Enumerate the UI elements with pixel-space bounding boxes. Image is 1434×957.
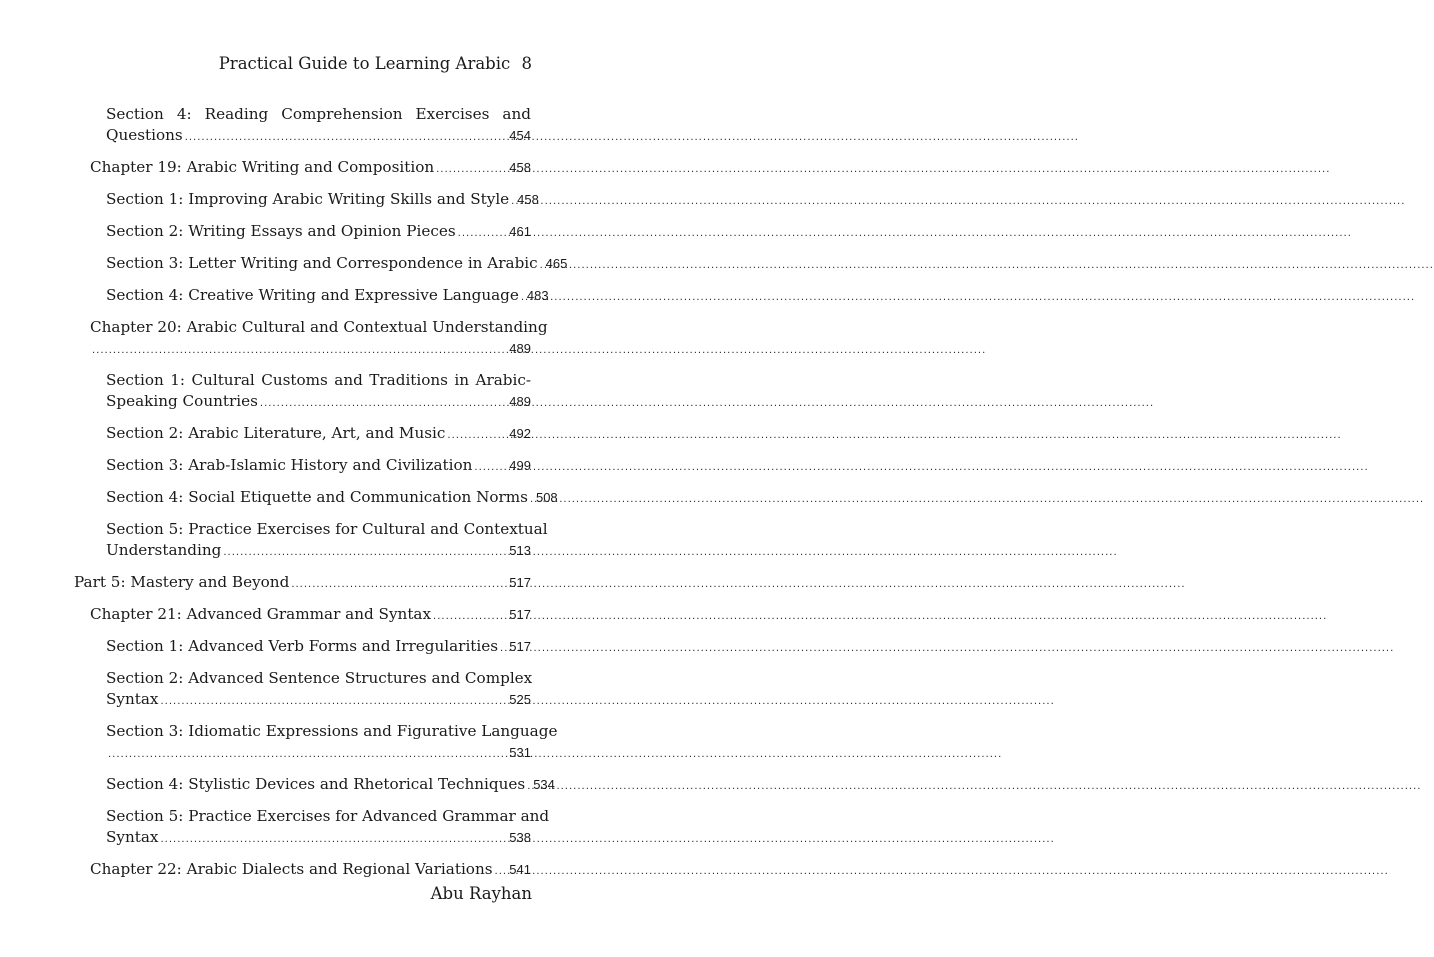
toc-entry[interactable] xyxy=(106,370,531,414)
toc-entry-page-number: 531 xyxy=(509,745,531,760)
toc-entry-title: Chapter 19: Arabic Writing and Composition xyxy=(90,158,435,176)
toc-entry-page-number: 525 xyxy=(509,692,531,707)
toc-entry-title: Section 2: Writing Essays and Opinion Pieces xyxy=(106,222,456,240)
toc-entry-page-number: 538 xyxy=(509,830,531,845)
toc-entry-title-line: Section 3: Idiomatic Expressions and Figurative Language xyxy=(106,722,558,740)
dot-leader xyxy=(458,223,508,244)
toc-entry[interactable] xyxy=(106,455,531,478)
toc-entry[interactable] xyxy=(106,519,548,563)
toc-entry[interactable] xyxy=(106,774,555,797)
toc-entry-page-number: 513 xyxy=(509,543,531,558)
toc-entry-title-line: Section 4: Reading Comprehension Exercises and xyxy=(106,105,531,123)
dot-leader xyxy=(530,489,534,510)
dot-leader xyxy=(223,542,507,563)
toc-entry-leader-row xyxy=(90,338,531,361)
table-of-contents xyxy=(0,104,638,891)
toc-entry-title: Section 1: Improving Arabic Writing Skills and Style xyxy=(106,190,510,208)
dot-leader xyxy=(511,191,515,212)
dot-leader xyxy=(500,638,507,659)
toc-entry-title: Chapter 22: Arabic Dialects and Regional Variations xyxy=(90,860,493,878)
toc-entry-leader-row xyxy=(106,774,555,797)
dot-leader xyxy=(108,744,507,765)
toc-entry-page-number: 458 xyxy=(509,160,531,175)
toc-entry-title: Understanding xyxy=(106,541,222,559)
toc-entry-leader-row xyxy=(106,636,531,659)
toc-entry-page-number: 489 xyxy=(509,341,531,356)
toc-entry-page-number: 541 xyxy=(509,862,531,877)
toc-entry-leader-row xyxy=(106,455,531,478)
toc-entry[interactable] xyxy=(106,636,531,659)
toc-entry-leader-row xyxy=(90,157,531,180)
dot-leader xyxy=(92,340,507,361)
dot-leader xyxy=(474,457,507,478)
dot-leader xyxy=(447,425,507,446)
dot-leader xyxy=(540,255,544,276)
toc-entry-page-number: 454 xyxy=(509,128,531,143)
toc-entry[interactable] xyxy=(106,189,539,212)
toc-entry[interactable] xyxy=(106,423,531,446)
toc-entry-page-number: 458 xyxy=(517,192,539,207)
toc-entry-page-number: 489 xyxy=(509,394,531,409)
toc-entry[interactable] xyxy=(106,253,568,276)
running-header xyxy=(219,54,532,73)
dot-leader xyxy=(527,776,531,797)
toc-entry[interactable] xyxy=(106,806,550,850)
toc-entry-leader-row xyxy=(90,604,531,627)
page-number: 8 xyxy=(521,54,532,73)
toc-entry-title-line: Section 2: Advanced Sentence Structures and Complex xyxy=(106,669,533,687)
running-title: Practical Guide to Learning Arabic xyxy=(218,54,511,73)
toc-entry-leader-row xyxy=(106,689,531,712)
dot-leader xyxy=(436,159,507,180)
toc-entry-leader-row xyxy=(90,859,531,882)
toc-entry-page-number: 517 xyxy=(509,575,531,590)
toc-entry-leader-row xyxy=(106,189,539,212)
toc-entry-leader-row xyxy=(106,253,568,276)
toc-entry-leader-row xyxy=(106,125,531,148)
dot-leader xyxy=(433,606,507,627)
toc-entry-page-number: 492 xyxy=(509,426,531,441)
toc-entry[interactable] xyxy=(106,721,558,765)
toc-entry-leader-row xyxy=(74,572,531,595)
dot-leader xyxy=(161,829,508,850)
toc-entry-title: Questions xyxy=(106,126,183,144)
toc-entry-leader-row xyxy=(106,487,558,510)
toc-entry-title: Chapter 21: Advanced Grammar and Syntax xyxy=(90,605,432,623)
toc-entry[interactable] xyxy=(90,604,531,627)
toc-entry-title: Section 2: Arabic Literature, Art, and Music xyxy=(106,424,446,442)
toc-entry[interactable] xyxy=(106,668,531,712)
toc-entry[interactable] xyxy=(106,285,549,308)
toc-entry-page-number: 508 xyxy=(535,490,558,505)
dot-leader xyxy=(291,574,507,595)
dot-leader xyxy=(161,691,508,712)
toc-entry-page-number: 517 xyxy=(509,607,531,622)
toc-entry-title: Syntax xyxy=(106,690,159,708)
toc-entry-title-line: Section 1: Cultural Customs and Traditions in Arabic- xyxy=(106,371,531,389)
toc-entry-title: Section 1: Advanced Verb Forms and Irregularities xyxy=(106,637,499,655)
toc-entry[interactable] xyxy=(90,317,548,361)
toc-entry-leader-row xyxy=(106,742,531,765)
dot-leader xyxy=(260,393,507,414)
toc-entry-page-number: 461 xyxy=(509,224,531,239)
toc-entry-title: Section 4: Stylistic Devices and Rhetorical Techniques xyxy=(106,775,526,793)
toc-entry[interactable] xyxy=(106,221,531,244)
toc-entry-page-number: 534 xyxy=(533,777,555,792)
toc-entry-title: Section 4: Creative Writing and Expressive Language xyxy=(106,286,519,304)
toc-entry-leader-row xyxy=(106,540,531,563)
toc-entry[interactable] xyxy=(106,487,558,510)
toc-entry-title-line: Section 5: Practice Exercises for Advanced Grammar and xyxy=(106,807,550,825)
toc-entry[interactable] xyxy=(74,572,531,595)
toc-entry-title-line: Section 5: Practice Exercises for Cultural and Contextual xyxy=(106,520,548,538)
toc-entry-leader-row xyxy=(106,827,531,850)
dot-leader xyxy=(495,861,508,882)
toc-entry-leader-row xyxy=(106,221,531,244)
toc-entry[interactable] xyxy=(106,104,531,148)
dot-leader xyxy=(521,287,525,308)
toc-entry-page-number: 517 xyxy=(509,639,531,654)
toc-entry-page-number: 465 xyxy=(545,256,568,271)
book-page xyxy=(0,0,638,957)
toc-entry-title: Speaking Countries xyxy=(106,392,258,410)
toc-entry-leader-row xyxy=(106,285,549,308)
toc-entry-title: Section 3: Arab-Islamic History and Civilization xyxy=(106,456,473,474)
toc-entry-leader-row xyxy=(106,423,531,446)
toc-entry-title: Section 4: Social Etiquette and Communication Norms xyxy=(106,488,528,506)
toc-entry[interactable] xyxy=(90,157,531,180)
toc-entry-leader-row xyxy=(106,391,531,414)
toc-entry-title: Section 3: Letter Writing and Correspondence in Arabic xyxy=(106,254,538,272)
toc-entry-title-line: Chapter 20: Arabic Cultural and Contextual Understanding xyxy=(90,318,548,336)
dot-leader xyxy=(185,127,508,148)
toc-entry-page-number: 483 xyxy=(526,288,549,303)
author-footer: Abu Rayhan xyxy=(430,884,532,903)
toc-entry[interactable] xyxy=(90,859,531,882)
toc-entry-title: Syntax xyxy=(106,828,159,846)
toc-entry-page-number: 499 xyxy=(509,458,531,473)
toc-entry-title: Part 5: Mastery and Beyond xyxy=(74,573,290,591)
